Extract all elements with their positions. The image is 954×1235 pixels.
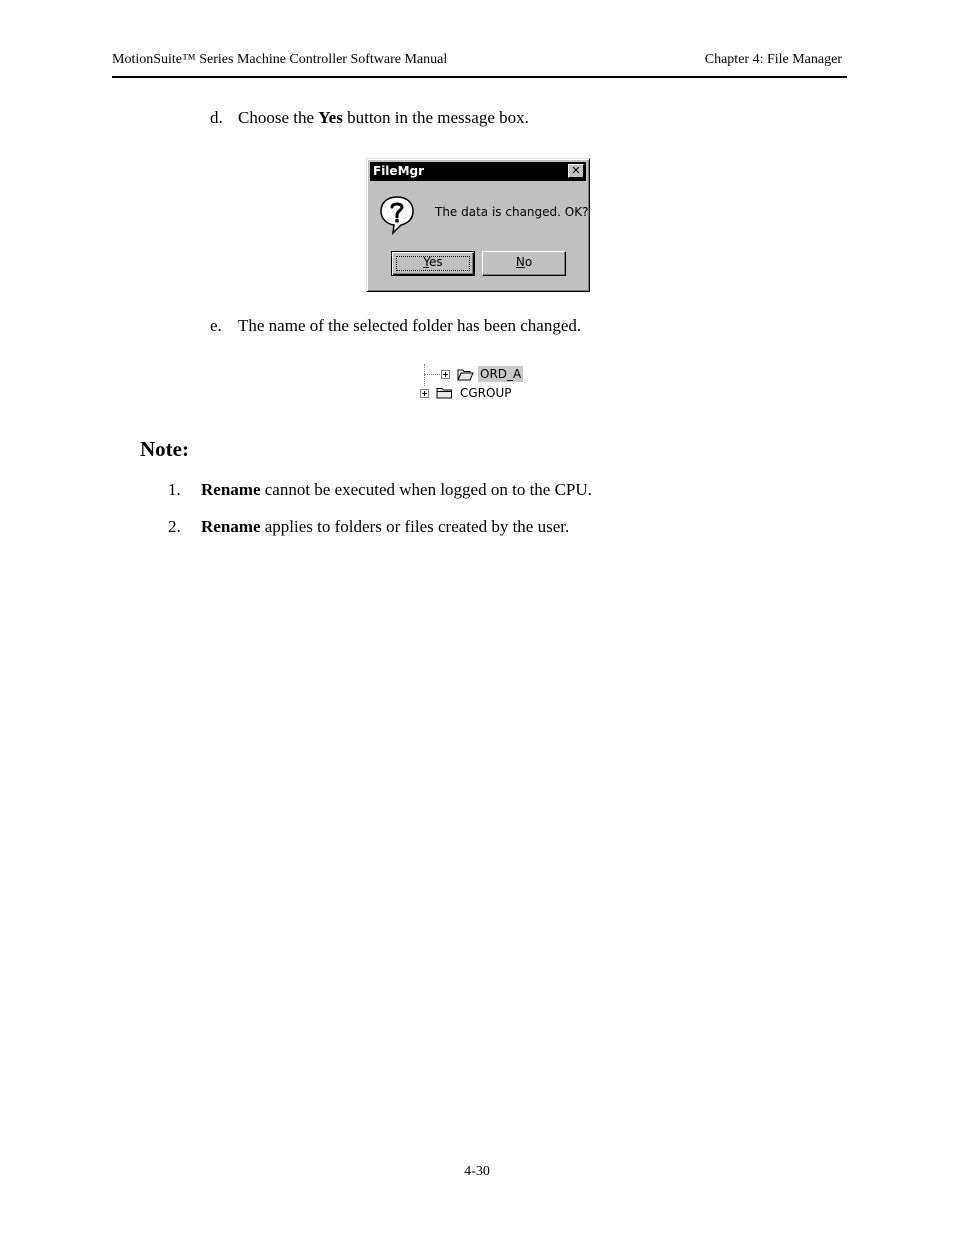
note-keyword: Rename bbox=[201, 480, 261, 499]
note-number: 2. bbox=[168, 517, 181, 536]
no-mnemonic: N bbox=[515, 255, 525, 269]
yes-button[interactable] bbox=[391, 251, 475, 276]
step-text-pre: Choose the bbox=[238, 108, 319, 127]
page-number: 4-30 bbox=[464, 1164, 490, 1179]
page-header bbox=[112, 52, 847, 78]
step-text-bold: Yes bbox=[318, 108, 343, 127]
step-d bbox=[210, 108, 529, 128]
dialog-titlebar bbox=[370, 162, 586, 181]
dialog-title: FileMgr bbox=[373, 164, 425, 178]
folder-tree bbox=[418, 364, 548, 404]
note-item bbox=[168, 517, 569, 537]
note-keyword: Rename bbox=[201, 517, 261, 536]
no-label-rest: o bbox=[524, 255, 533, 269]
question-icon bbox=[379, 195, 415, 235]
close-icon: ✕ bbox=[571, 164, 581, 177]
tree-connector bbox=[424, 374, 440, 375]
no-button[interactable] bbox=[482, 251, 566, 276]
manual-title: MotionSuite™ Series Machine Controller Software Manual bbox=[112, 52, 448, 67]
step-e bbox=[210, 316, 581, 336]
filemgr-message-box bbox=[366, 158, 590, 292]
note-number: 1. bbox=[168, 480, 181, 499]
note-text: cannot be executed when logged on to the CPU. bbox=[260, 480, 592, 499]
tree-item-cgroup[interactable]: CGROUP bbox=[460, 386, 512, 400]
tree-item-ord-a[interactable]: ORD_A bbox=[480, 367, 522, 381]
step-text-post: button in the message box. bbox=[342, 108, 529, 127]
dialog-message: The data is changed. OK? bbox=[435, 205, 589, 219]
note-heading: Note: bbox=[140, 437, 189, 461]
open-folder-icon bbox=[457, 368, 474, 381]
yes-label-rest: es bbox=[429, 255, 443, 269]
expand-icon[interactable] bbox=[420, 389, 429, 398]
step-text: The name of the selected folder has been changed. bbox=[238, 316, 582, 335]
note-item bbox=[168, 480, 592, 500]
expand-icon[interactable] bbox=[441, 370, 450, 379]
step-marker: e. bbox=[210, 316, 222, 335]
chapter-title: Chapter 4: File Manager bbox=[704, 52, 842, 67]
step-marker: d. bbox=[210, 108, 223, 127]
close-button[interactable] bbox=[568, 164, 584, 178]
yes-mnemonic: Y bbox=[423, 255, 430, 269]
tree-connector bbox=[424, 364, 425, 386]
folder-icon bbox=[436, 386, 453, 399]
note-text: applies to folders or files created by the user. bbox=[260, 517, 570, 536]
